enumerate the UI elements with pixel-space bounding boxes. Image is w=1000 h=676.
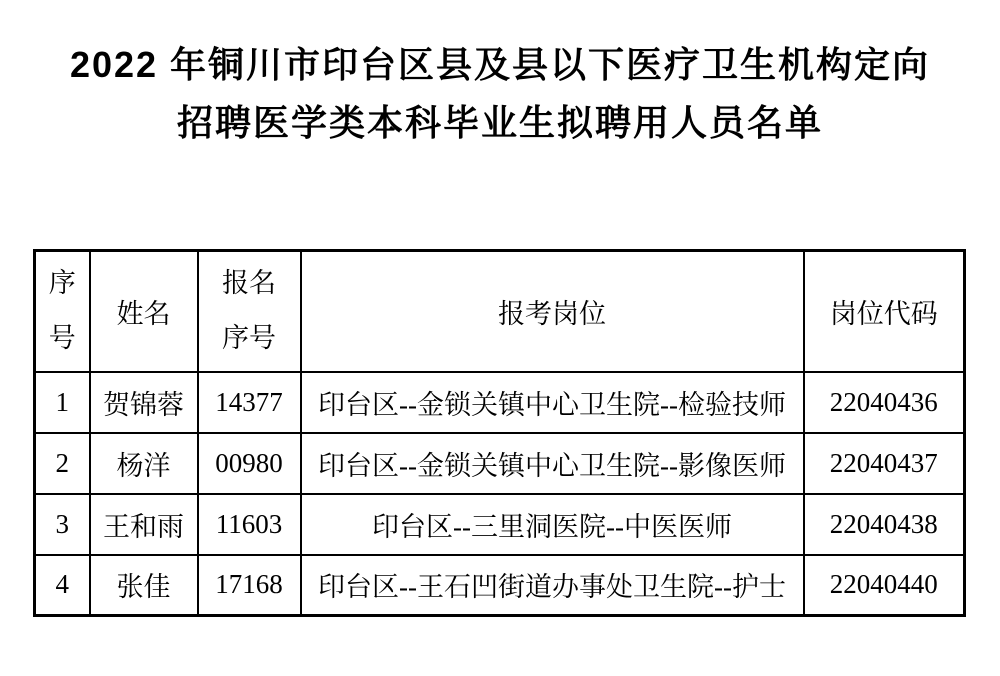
header-position-code: 岗位代码 <box>804 251 965 372</box>
cell-name: 贺锦蓉 <box>90 372 198 433</box>
table-row <box>35 494 965 555</box>
title-line-2: 招聘医学类本科毕业生拟聘用人员名单 <box>176 102 823 143</box>
cell-serial-number: 1 <box>35 372 90 433</box>
cell-position-code: 22040437 <box>804 433 965 494</box>
cell-registration-number: 00980 <box>198 433 301 494</box>
cell-applied-position: 印台区--金锁关镇中心卫生院--影像医师 <box>301 433 804 494</box>
cell-position-code: 22040440 <box>804 555 965 616</box>
cell-name: 杨洋 <box>90 433 198 494</box>
cell-registration-number: 14377 <box>198 372 301 433</box>
roster-table <box>33 249 966 617</box>
header-registration-number-label: 报名序号 <box>222 267 276 354</box>
table-row <box>35 555 965 616</box>
table-header-row <box>35 251 965 372</box>
header-serial-number <box>35 251 90 372</box>
cell-serial-number: 4 <box>35 555 90 616</box>
table-row <box>35 433 965 494</box>
header-serial-number-label: 序号 <box>48 267 76 354</box>
cell-serial-number: 2 <box>35 433 90 494</box>
cell-applied-position: 印台区--金锁关镇中心卫生院--检验技师 <box>301 372 804 433</box>
cell-applied-position: 印台区--三里洞医院--中医医师 <box>301 494 804 555</box>
header-name: 姓名 <box>90 251 198 372</box>
cell-position-code: 22040438 <box>804 494 965 555</box>
table-row <box>35 372 965 433</box>
cell-position-code: 22040436 <box>804 372 965 433</box>
cell-registration-number: 17168 <box>198 555 301 616</box>
cell-registration-number: 11603 <box>198 494 301 555</box>
title-line-1: 2022 年铜川市印台区县及县以下医疗卫生机构定向 <box>69 44 931 85</box>
cell-name: 王和雨 <box>90 494 198 555</box>
header-registration-number <box>198 251 301 372</box>
document-title <box>0 36 1000 152</box>
header-applied-position: 报考岗位 <box>301 251 804 372</box>
cell-name: 张佳 <box>90 555 198 616</box>
cell-serial-number: 3 <box>35 494 90 555</box>
cell-applied-position: 印台区--王石凹街道办事处卫生院--护士 <box>301 555 804 616</box>
